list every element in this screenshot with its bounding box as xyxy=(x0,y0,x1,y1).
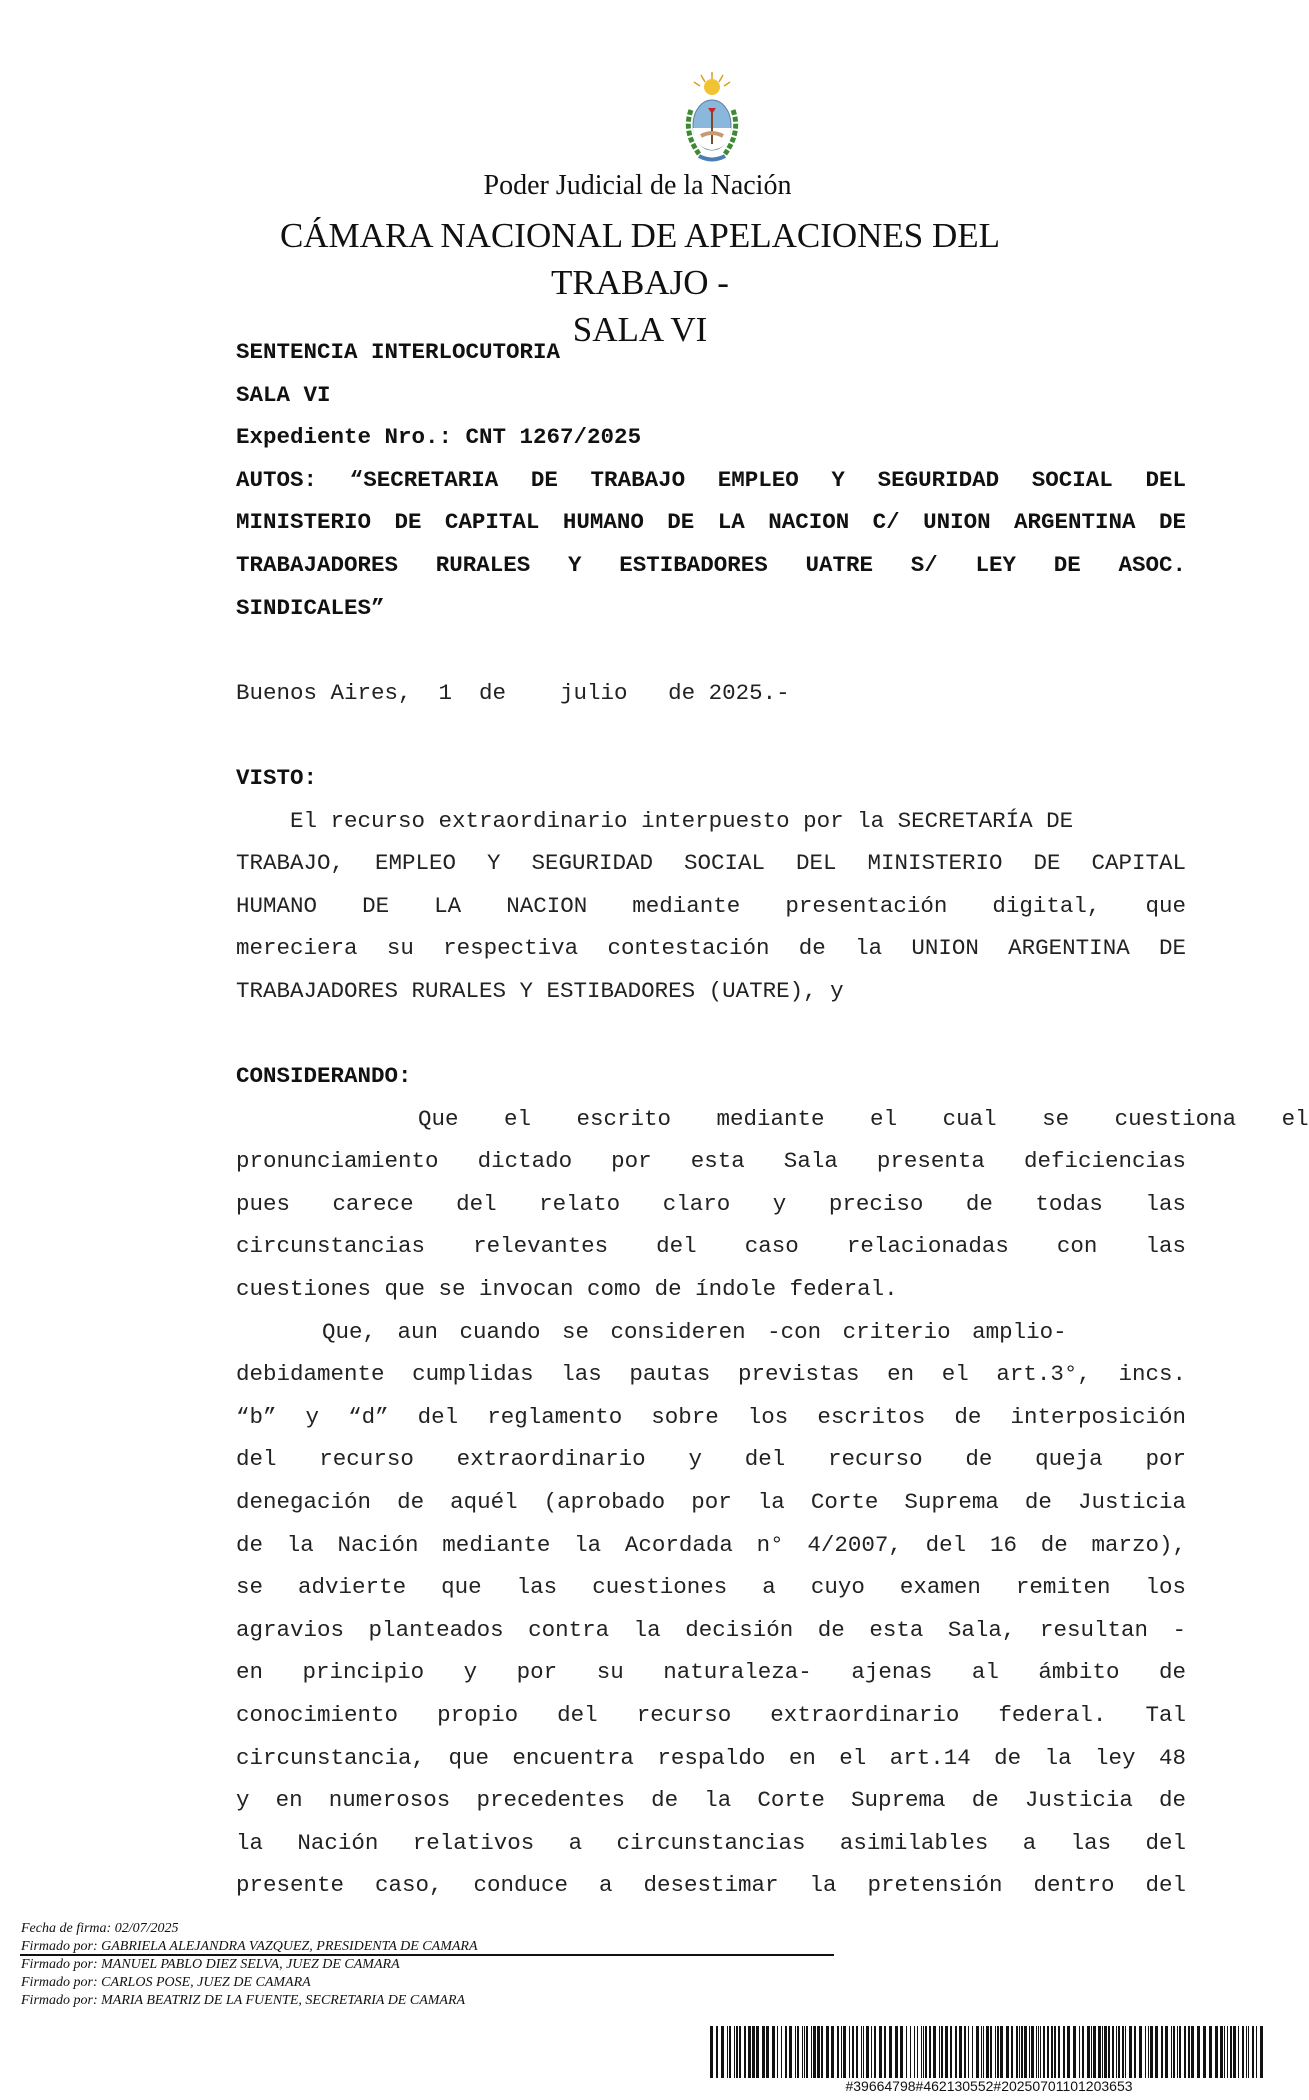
visto-heading: VISTO: xyxy=(236,764,318,791)
considerando-line: circunstancia, que encuentra respaldo en el art.14 de la ley 48 xyxy=(236,1744,1186,1771)
coat-of-arms-icon xyxy=(679,70,745,168)
signature-divider xyxy=(20,1954,834,1956)
case-caption-line: SINDICALES” xyxy=(236,594,385,621)
visto-line: TRABAJO, EMPLEO Y SEGURIDAD SOCIAL DEL MINISTERIO DE CAPITAL xyxy=(236,850,1186,877)
court-name-line2: SALA VI xyxy=(572,310,708,349)
case-number: Expediente Nro.: CNT 1267/2025 xyxy=(236,424,642,451)
considerando-line: debidamente cumplidas las pautas previstas en el art.3°, incs. xyxy=(236,1361,1186,1388)
visto-line: HUMANO DE LA NACION mediante presentación digital, que xyxy=(236,892,1186,919)
considerando-line: cuestiones que se invocan como de índole federal. xyxy=(236,1276,898,1303)
visto-line: TRABAJADORES RURALES Y ESTIBADORES (UATRE), y xyxy=(236,977,844,1004)
considerando-line: Que, aun cuando se consideren -con criterio amplio- xyxy=(236,1318,1067,1345)
barcode-icon xyxy=(710,2026,1268,2078)
chamber-label: SALA VI xyxy=(236,381,331,408)
considerando-line: conocimiento propio del recurso extraordinario federal. Tal xyxy=(236,1702,1186,1728)
barcode-number: #39664798#462130552#20250701101203653 xyxy=(845,2078,1133,2094)
case-caption-line: AUTOS: “SECRETARIA DE TRABAJO EMPLEO Y SEGURIDAD SOCIAL DEL xyxy=(236,466,1186,493)
signature-line: Firmado por: MARIA BEATRIZ DE LA FUENTE, SECRETARIA DE CAMARA xyxy=(21,1993,466,2008)
case-caption-line: MINISTERIO DE CAPITAL HUMANO DE LA NACION C/ UNION ARGENTINA DE xyxy=(236,509,1186,536)
considerando-line: y en numerosos precedentes de la Corte Suprema de Justicia de xyxy=(236,1787,1186,1814)
considerando-line: Que el escrito mediante el cual se cuestiona el xyxy=(236,1105,1309,1132)
document-body xyxy=(236,331,1309,1907)
court-name-line1: CÁMARA NACIONAL DE APELACIONES DEL TRABAJO - xyxy=(279,216,1001,302)
visto-line: mereciera su respectiva contestación de la UNION ARGENTINA DE xyxy=(236,935,1186,962)
signature-block xyxy=(21,1920,721,2010)
signature-date: Fecha de firma: 02/07/2025 xyxy=(21,1921,179,1936)
considerando-line: circunstancias relevantes del caso relacionadas con las xyxy=(236,1233,1186,1260)
considerando-line: pues carece del relato claro y preciso de todas las xyxy=(236,1190,1186,1217)
case-caption-line: TRABAJADORES RURALES Y ESTIBADORES UATRE S/ LEY DE ASOC. xyxy=(236,551,1186,578)
considerando-line: denegación de aquél (aprobado por la Corte Suprema de Justicia xyxy=(236,1489,1186,1516)
considerando-line: “b” y “d” del reglamento sobre los escritos de interposición xyxy=(236,1403,1186,1430)
visto-line: El recurso extraordinario interpuesto por la SECRETARÍA DE xyxy=(236,807,1074,834)
signature-line: Firmado por: CARLOS POSE, JUEZ DE CAMARA xyxy=(21,1975,311,1990)
institution-name: Poder Judicial de la Nación xyxy=(483,170,792,201)
signature-line: Firmado por: GABRIELA ALEJANDRA VAZQUEZ, PRESIDENTA DE CAMARA xyxy=(21,1939,478,1954)
considerando-line: presente caso, conduce a desestimar la pretensión dentro del xyxy=(236,1872,1186,1899)
considerando-line: pronunciamiento dictado por esta Sala presenta deficiencias xyxy=(236,1148,1186,1175)
considerando-heading: CONSIDERANDO: xyxy=(236,1063,412,1090)
considerando-line: agravios planteados contra la decisión de esta Sala, resultan - xyxy=(236,1616,1186,1643)
considerando-line: de la Nación mediante la Acordada n° 4/2007, del 16 de marzo), xyxy=(236,1531,1186,1558)
signature-line: Firmado por: MANUEL PABLO DIEZ SELVA, JUEZ DE CAMARA xyxy=(21,1957,400,1972)
considerando-line: se advierte que las cuestiones a cuyo examen remiten los xyxy=(236,1574,1186,1601)
considerando-line: del recurso extraordinario y del recurso de queja por xyxy=(236,1446,1186,1473)
considerando-line: en principio y por su naturaleza- ajenas al ámbito de xyxy=(236,1659,1186,1686)
date-line: Buenos Aires, 1 de julio de 2025.- xyxy=(236,679,790,706)
considerando-line: la Nación relativos a circunstancias asimilables a las del xyxy=(236,1829,1186,1856)
ruling-type: SENTENCIA INTERLOCUTORIA xyxy=(236,339,561,365)
